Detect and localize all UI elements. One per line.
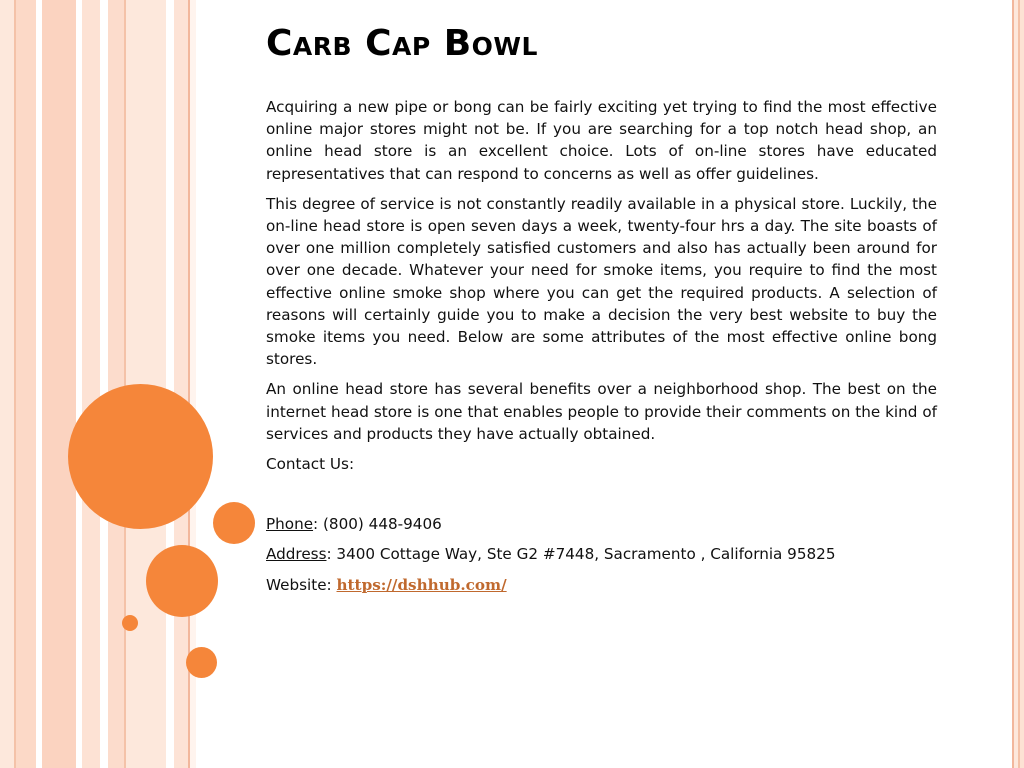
- website-link[interactable]: https://dshhub.com/: [336, 575, 507, 594]
- slide-content: [266, 22, 937, 604]
- spacer: [266, 483, 937, 513]
- address-label: Address: [266, 545, 327, 564]
- website-label: Website:: [266, 575, 337, 594]
- phone-label: Phone: [266, 515, 314, 534]
- phone-line: [266, 513, 937, 535]
- right-edge-decoration: [1012, 0, 1024, 768]
- medium-orange-circle: [146, 545, 218, 617]
- address-value: : 3400 Cottage Way, Ste G2 #7448, Sacramento , California 95825: [326, 545, 836, 564]
- website-line: [266, 574, 937, 596]
- paragraph-3: An online head store has several benefits over a neighborhood shop. The best on the internet head store is one that enables people to provide their comments on the kind of services and products they have actually obtained.: [266, 380, 937, 443]
- paragraph-2: This degree of service is not constantly readily available in a physical store. Luckily, the on-line head store is open seven days a week, twenty-four hrs a day. The site boasts of over one million completely satisfied customers and also has actually been around for over one decade. Whatever your need for smoke items, you require to find the most effective online smoke shop where you can get the required products. A selection of reasons will certainly guide you to make a decision the very best website to buy the smoke items you need. Below are some attributes of the most effective online bong stores.: [266, 194, 937, 369]
- left-stripe-decoration: [0, 0, 196, 768]
- small-orange-circle-bottom: [186, 647, 217, 678]
- large-orange-circle: [68, 384, 213, 529]
- contact-heading: Contact Us:: [266, 455, 355, 474]
- phone-value: : (800) 448-9406: [313, 515, 442, 534]
- paragraph-1: Acquiring a new pipe or bong can be fairly exciting yet trying to find the most effective online major stores might not be. If you are searching for a top notch head shop, an online head store is an excellent choice. Lots of on-line stores have educated representatives that can respond to concerns as well as offer guidelines.: [266, 98, 937, 183]
- small-orange-circle: [213, 502, 255, 544]
- tiny-orange-circle: [122, 615, 138, 631]
- address-line: [266, 543, 937, 565]
- page-title: Carb Cap Bowl: [266, 23, 538, 64]
